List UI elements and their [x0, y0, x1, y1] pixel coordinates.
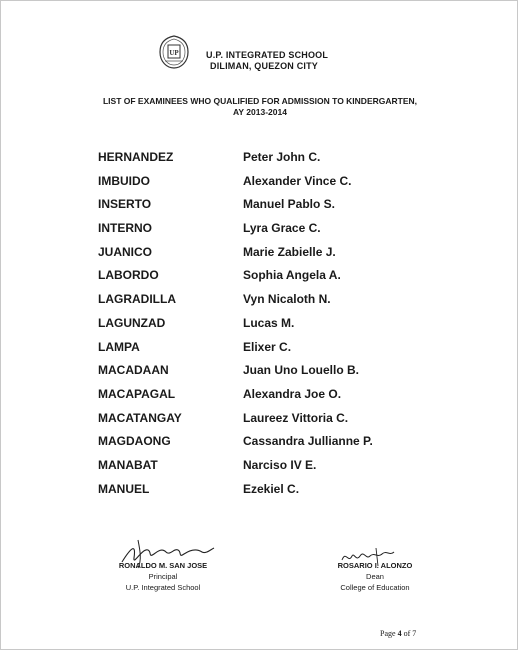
examinee-first-name: Elixer C.: [243, 339, 292, 354]
examinee-last-name: LAMPA: [98, 339, 140, 354]
examinee-row: [98, 410, 418, 434]
school-address: DILIMAN, QUEZON CITY: [210, 61, 318, 71]
examinee-row: [98, 433, 418, 457]
examinee-last-name: MACAPAGAL: [98, 386, 176, 401]
examinee-last-name: MANUEL: [98, 481, 150, 496]
principal-name: RONALDO M. SAN JOSE: [118, 561, 208, 570]
principal-office: U.P. Integrated School: [125, 583, 201, 592]
examinee-first-name: Sophia Angela A.: [243, 268, 341, 283]
examinee-row: [98, 149, 418, 173]
school-seal-icon: [156, 34, 192, 70]
examinee-first-name: Marie Zabielle J.: [243, 244, 336, 259]
examinee-last-name: IMBUIDO: [98, 173, 150, 188]
examinee-row: [98, 386, 418, 410]
examinee-row: [98, 457, 418, 481]
examinee-last-name: LAGRADILLA: [98, 292, 176, 307]
page-of: of: [403, 629, 411, 638]
page-number: [380, 629, 416, 638]
examinee-last-name: LABORDO: [98, 268, 159, 283]
examinee-row: [98, 339, 418, 363]
page-total: 7: [412, 629, 417, 638]
examinee-first-name: Cassandra Jullianne P.: [243, 434, 373, 449]
examinee-row: [98, 244, 418, 268]
page-current: 4: [397, 629, 402, 638]
dean-signature-block: [310, 560, 440, 593]
page-prefix: Page: [380, 629, 396, 638]
examinee-last-name: INTERNO: [98, 221, 152, 236]
examinee-row: [98, 291, 418, 315]
examinee-last-name: LAGUNZAD: [98, 315, 166, 330]
school-name: U.P. INTEGRATED SCHOOL: [206, 50, 329, 60]
principal-signature-block: [98, 560, 228, 593]
examinee-row: [98, 173, 418, 197]
examinee-last-name: INSERTO: [98, 197, 152, 212]
examinee-row: [98, 315, 418, 339]
examinee-last-name: HERNANDEZ: [98, 150, 174, 164]
document-title: LIST OF EXAMINEES WHO QUALIFIED FOR ADMISSION TO KINDERGARTEN, AY 2013-2014: [102, 96, 418, 117]
examinee-last-name: MAGDAONG: [98, 434, 171, 449]
examinee-first-name: Alexander Vince C.: [243, 173, 352, 188]
examinee-first-name: Lucas M.: [243, 315, 295, 330]
examinee-first-name: Juan Uno Louello B.: [243, 363, 359, 378]
examinee-first-name: Peter John C.: [243, 150, 321, 164]
examinee-row: [98, 481, 418, 505]
examinee-first-name: Narciso IV E.: [243, 457, 317, 472]
examinee-last-name: JUANICO: [98, 244, 153, 259]
examinee-row: [98, 220, 418, 244]
examinee-first-name: Manuel Pablo S.: [243, 197, 336, 212]
examinee-last-name: MACADAAN: [98, 363, 169, 378]
principal-position: Principal: [148, 572, 178, 581]
examinee-row: [98, 362, 418, 386]
examinee-list: [98, 149, 418, 504]
dean-position: Dean: [366, 572, 384, 581]
examinee-first-name: Ezekiel C.: [243, 481, 300, 496]
examinee-last-name: MACATANGAY: [98, 410, 182, 425]
dean-office: College of Education: [340, 583, 410, 592]
examinee-first-name: Laureez Vittoria C.: [243, 410, 349, 425]
examinee-first-name: Vyn Nicaloth N.: [243, 292, 331, 307]
svg-text:UP: UP: [169, 49, 179, 57]
examinee-first-name: Alexandra Joe O.: [243, 386, 342, 401]
examinee-row: [98, 267, 418, 291]
dean-name: ROSARIO I. ALONZO: [337, 561, 413, 570]
examinee-row: [98, 196, 418, 220]
examinee-last-name: MANABAT: [98, 457, 158, 472]
examinee-first-name: Lyra Grace C.: [243, 221, 321, 236]
